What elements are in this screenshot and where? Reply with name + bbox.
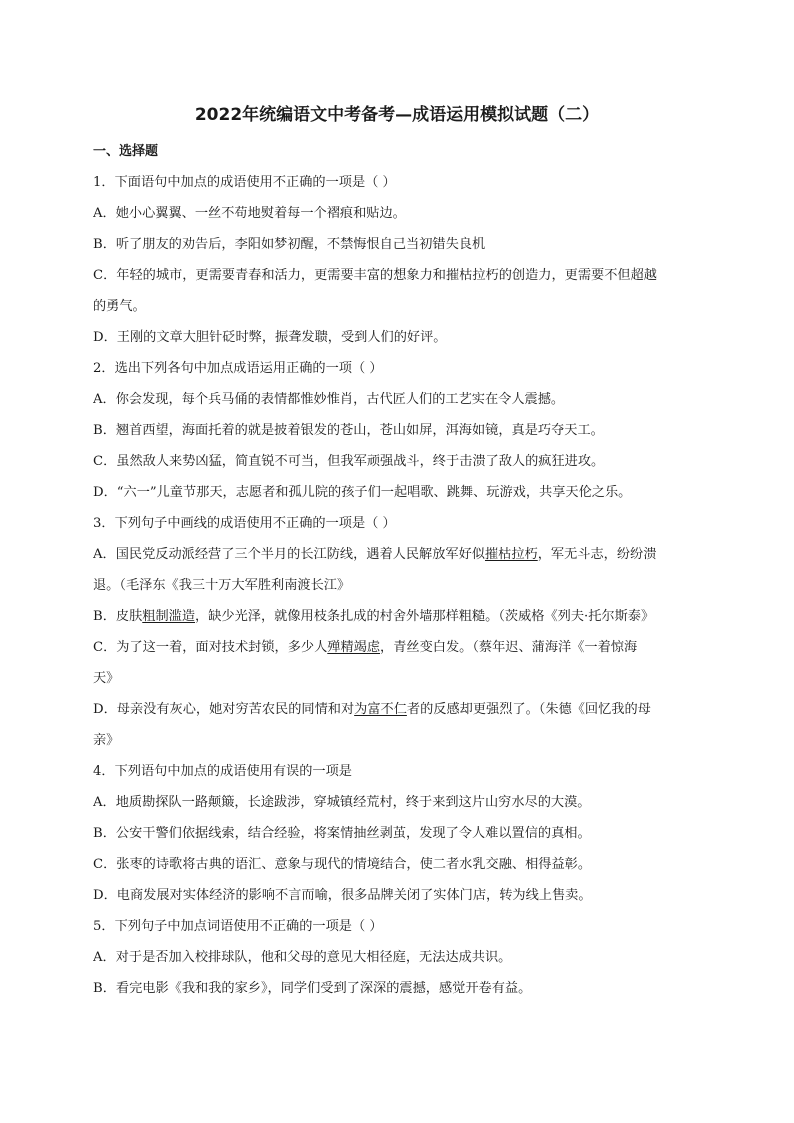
option-text: ，缺少光泽，就像用枝条扎成的村舍外墙那样粗糙。（茨威格《列夫·托尔斯泰》 [195, 609, 655, 624]
question-3-stem: 3．下列句子中画线的成语使用不正确的一项是（ ） [93, 516, 396, 531]
option-text: ，军无斗志，纷纷溃 [537, 547, 657, 562]
question-5-stem: 5．下列句子中加点词语使用不正确的一项是（ ） [93, 919, 383, 934]
document-title: 2022年统编语文中考备考—成语运用模拟试题（二） [194, 105, 600, 125]
option-text: C．为了这一着，面对技术封锁，多少人 [93, 640, 328, 655]
question-3-option-c-cont: 天》 [93, 671, 120, 686]
question-3-option-d [93, 700, 705, 720]
question-1-option-a: A．她小心翼翼、一丝不苟地熨着每一个褶痕和贴边。 [93, 206, 406, 221]
question-1-option-d: D．王刚的文章大胆针砭时弊，振聋发聩，受到人们的好评。 [93, 330, 447, 345]
question-2-option-c: C．虽然敌人来势凶猛，简直锐不可当，但我军顽强战斗，终于击溃了敌人的疯狂进攻。 [93, 454, 605, 469]
question-4-stem: 4．下列语句中加点的成语使用有误的一项是 [93, 764, 352, 779]
question-2-option-a: A．你会发现，每个兵马俑的表情都惟妙惟肖，古代匠人们的工艺实在令人震撼。 [93, 392, 565, 407]
question-1-stem: 1．下面语句中加点的成语使用不正确的一项是（ ） [93, 175, 396, 190]
question-3-option-a-cont: 退。（毛泽东《我三十万大军胜利南渡长江》 [93, 578, 351, 593]
option-text: A．国民党反动派经营了三个半月的长江防线，遇着人民解放军好似 [93, 547, 485, 562]
question-4-option-b: B．公安干警们依据线索，结合经验，将案情抽丝剥茧，发现了令人难以置信的真相。 [93, 826, 591, 841]
question-2-option-b: B．翘首西望，海面托着的就是披着银发的苍山，苍山如屏，洱海如镜，真是巧夺天工。 [93, 423, 604, 438]
question-4-option-c: C．张枣的诗歌将古典的语汇、意象与现代的情境结合，使二者水乳交融、相得益彰。 [93, 857, 592, 872]
question-2-option-d: D．“六一”儿童节那天，志愿者和孤儿院的孩子们一起唱歌、跳舞、玩游戏，共享天伦之乐。 [93, 485, 632, 500]
question-1-option-b: B．听了朋友的劝告后，李阳如梦初醒，不禁悔恨自己当初错失良机 [93, 237, 486, 252]
question-1-option-c: C．年轻的城市，更需要青春和活力，更需要丰富的想象力和摧枯拉朽的创造力，更需要不但超越 [93, 268, 657, 283]
option-text: ，青丝变白发。（蔡年迟、蒲海洋《一着惊海 [380, 640, 638, 655]
underlined-idiom: 为富不仁 [354, 702, 407, 717]
underlined-idiom: 粗制滥造 [142, 609, 196, 624]
question-5-option-b: B．看完电影《我和我的家乡》，同学们受到了深深的震撼，感觉开卷有益。 [93, 981, 532, 996]
question-5-option-a: A．对于是否加入校排球队，他和父母的意见大相径庭，无法达成共识。 [93, 950, 512, 965]
section-heading: 一、选择题 [93, 144, 159, 159]
question-3-option-a [93, 545, 705, 565]
question-1-option-c-cont: 的勇气。 [93, 299, 146, 314]
option-text: B．皮肤 [93, 609, 143, 624]
question-3-option-c [93, 638, 705, 658]
question-4-option-d: D．电商发展对实体经济的影响不言而喻，很多品牌关闭了实体门店，转为线上售卖。 [93, 888, 592, 903]
question-2-stem: 2．选出下列各句中加点成语运用正确的一项（ ） [93, 361, 383, 376]
option-text: D．母亲没有灰心，她对穷苦农民的同情和对 [93, 702, 355, 717]
underlined-idiom: 摧枯拉朽 [484, 547, 538, 562]
question-3-option-d-cont: 亲》 [93, 733, 120, 748]
question-3-option-b [93, 607, 705, 627]
question-4-option-a: A．地质勘探队一路颠簸，长途跋涉，穿城镇经荒村，终于来到这片山穷水尽的大漠。 [93, 795, 591, 810]
underlined-idiom: 殚精竭虑 [327, 640, 381, 655]
option-text: 者的反感却更强烈了。（朱德《回忆我的母 [406, 702, 651, 717]
